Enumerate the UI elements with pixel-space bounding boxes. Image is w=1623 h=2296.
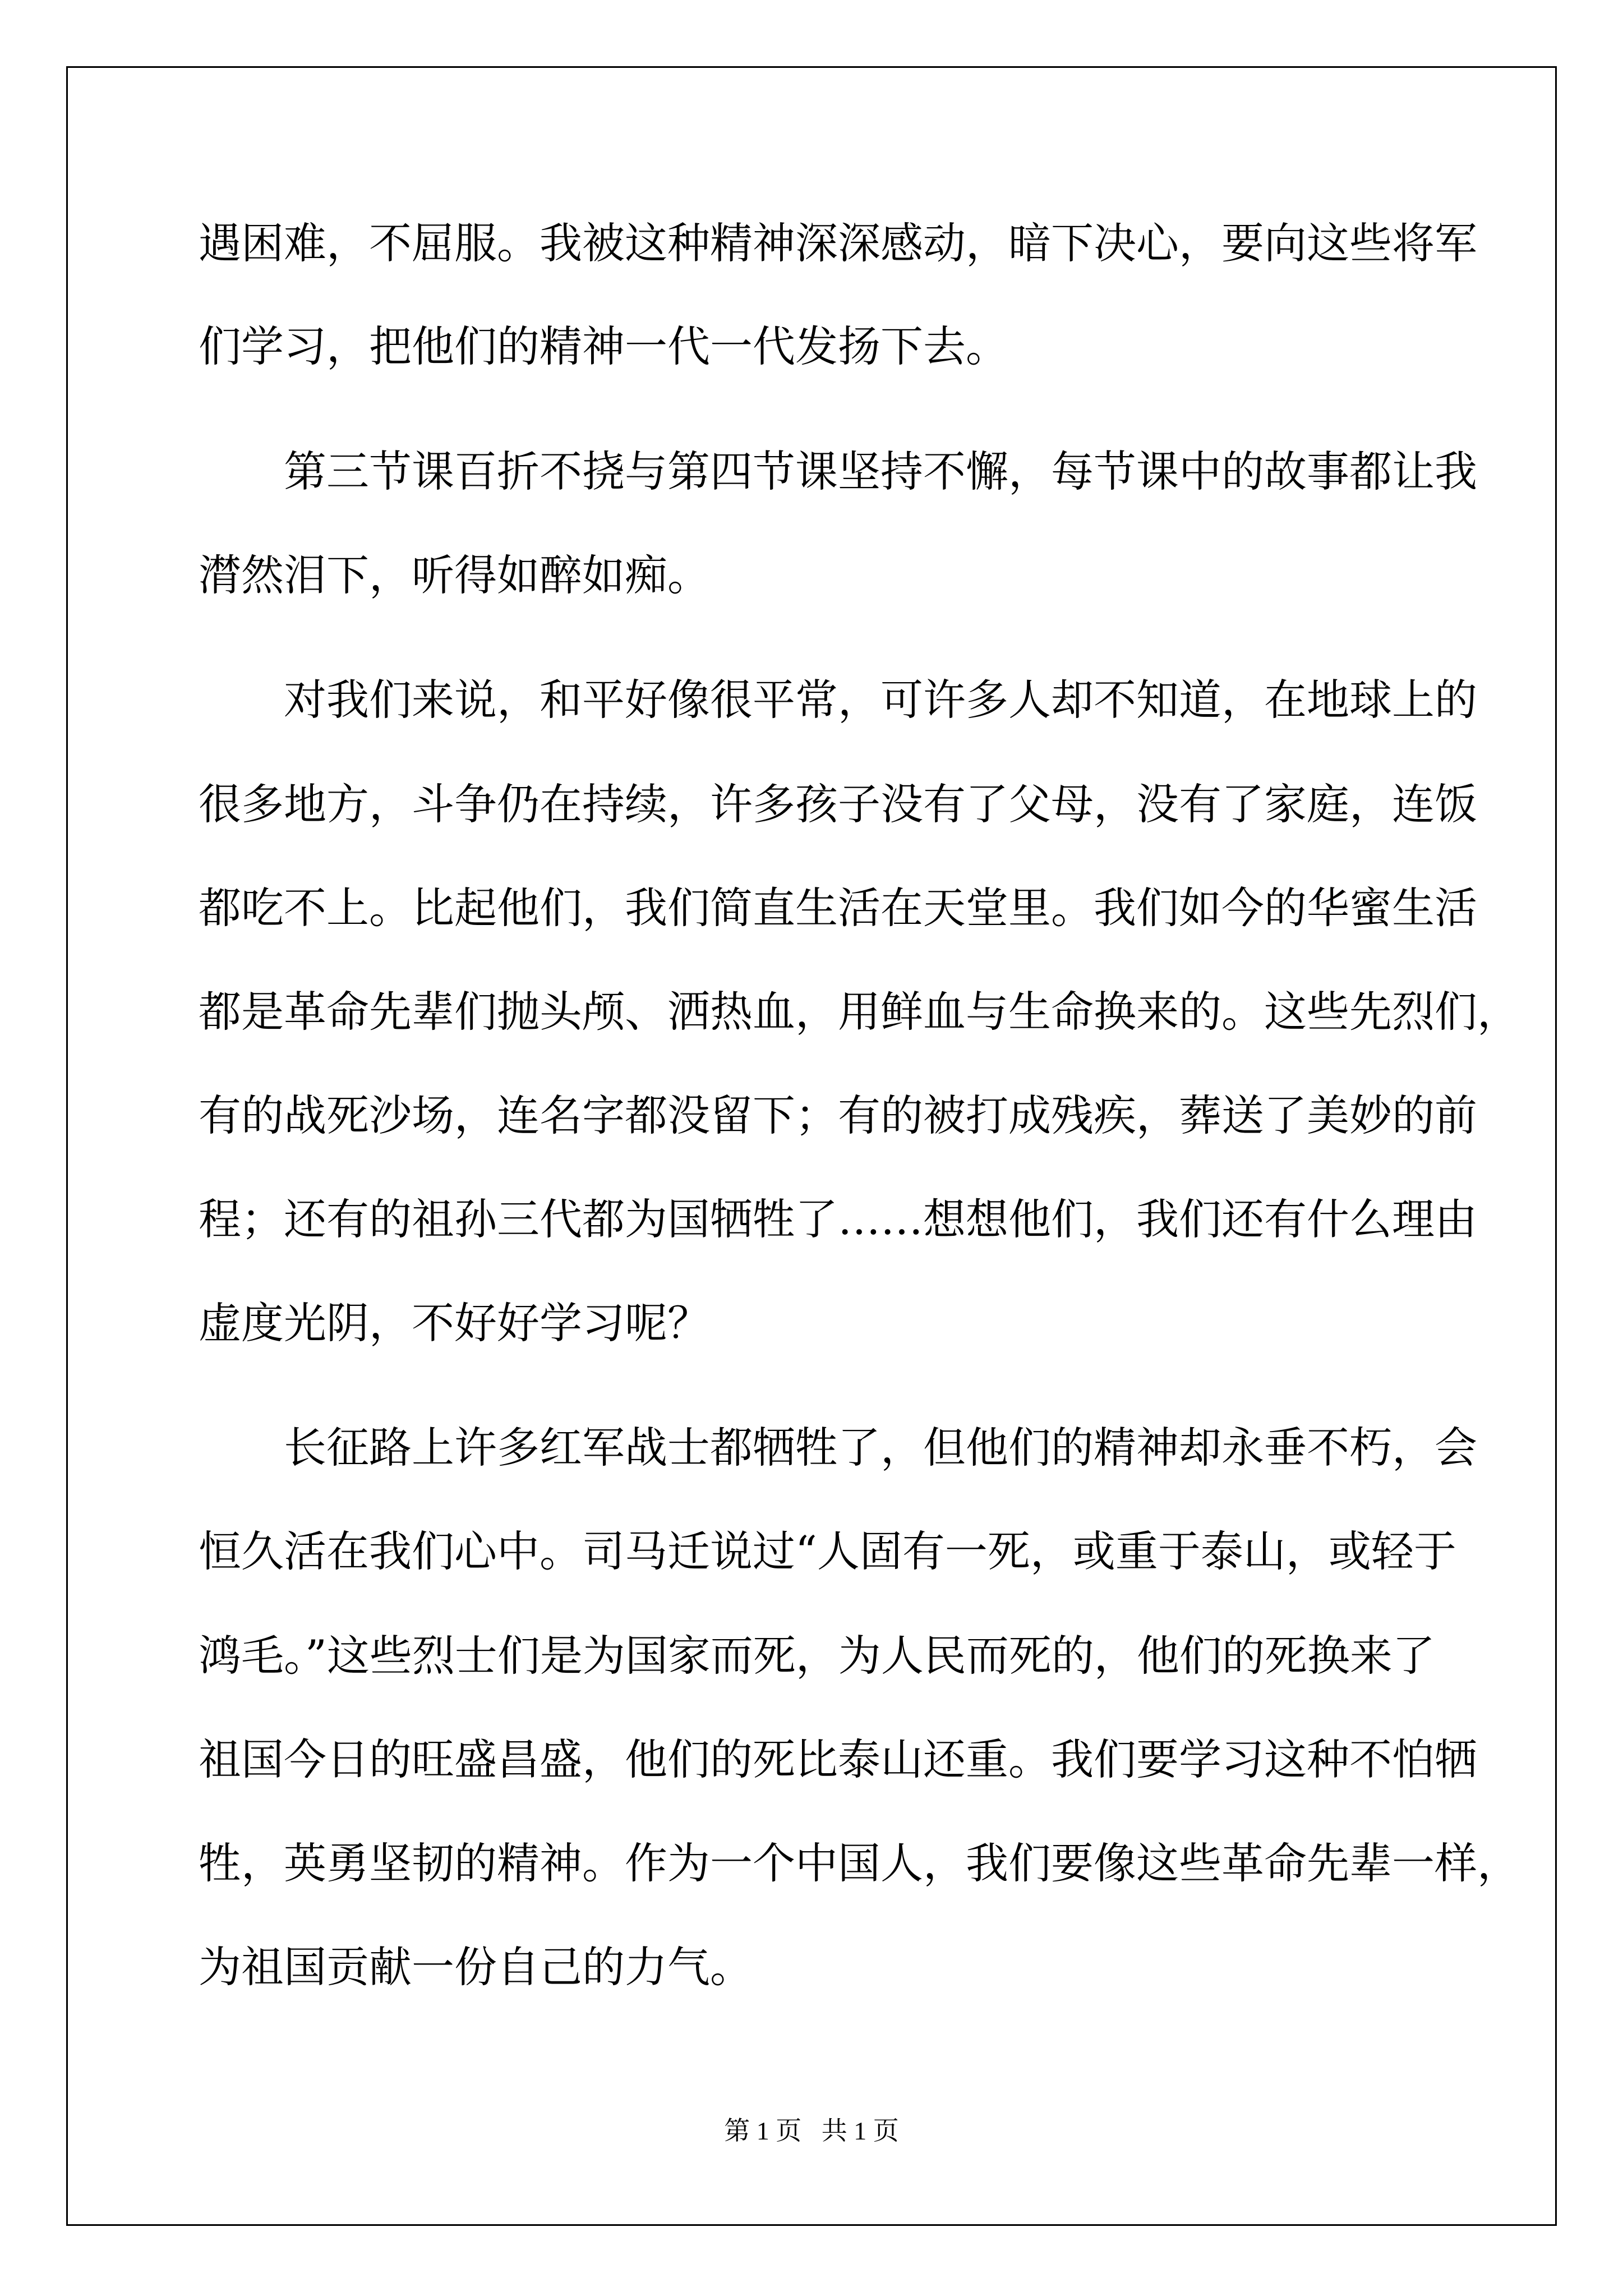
- text-line: 长征路上许多红军战士都牺牲了，但他们的精神却永垂不朽，会: [199, 1423, 1477, 1473]
- text-line: 都吃不上。比起他们，我们简直生活在天堂里。我们如今的华蜜生活: [199, 883, 1477, 933]
- text-line: 潸然泪下，听得如醉如痴。: [199, 550, 710, 600]
- text-line: 鸿毛。”这些烈士们是为国家而死，为人民而死的，他们的死换来了: [199, 1631, 1435, 1681]
- text-line: 第三节课百折不挠与第四节课坚持不懈，每节课中的故事都让我: [199, 447, 1477, 496]
- text-line: 虚度光阴，不好好学习呢？: [199, 1298, 710, 1348]
- text-line: 对我们来说，和平好像很平常，可许多人却不知道，在地球上的: [199, 675, 1477, 725]
- page-number: 第 1 页: [724, 2116, 802, 2145]
- page-total: 共 1 页: [821, 2116, 899, 2145]
- text-line: 牲，英勇坚韧的精神。作为一个中国人，我们要像这些革命先辈一样，: [199, 1838, 1520, 1888]
- text-line: 程；还有的祖孙三代都为国牺牲了……想想他们，我们还有什么理由: [199, 1194, 1477, 1244]
- text-line: 为祖国贡献一份自己的力气。: [199, 1942, 753, 1992]
- text-line: 祖国今日的旺盛昌盛，他们的死比泰山还重。我们要学习这种不怕牺: [199, 1734, 1477, 1784]
- text-line: 有的战死沙场，连名字都没留下；有的被打成残疾，葬送了美妙的前: [199, 1091, 1477, 1140]
- text-line: 恒久活在我们心中。司马迁说过“人固有一死，或重于泰山，或轻于: [199, 1526, 1456, 1576]
- text-line: 们学习，把他们的精神一代一代发扬下去。: [199, 321, 1008, 371]
- text-line: 遇困难，不屈服。我被这种精神深深感动，暗下决心，要向这些将军: [199, 218, 1477, 268]
- text-line: 很多地方，斗争仍在持续，许多孩子没有了父母，没有了家庭，连饭: [199, 779, 1477, 829]
- page-footer: [0, 2110, 1623, 2147]
- text-line: 都是革命先辈们抛头颅、洒热血，用鲜血与生命换来的。这些先烈们，: [199, 987, 1520, 1037]
- page-frame: [66, 66, 1557, 2226]
